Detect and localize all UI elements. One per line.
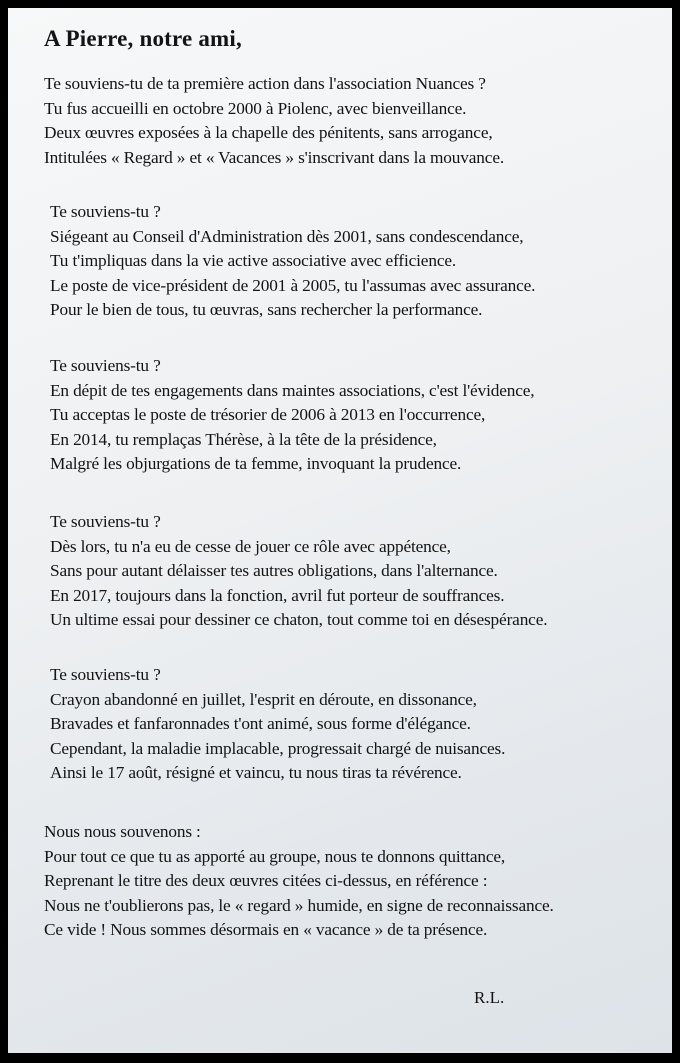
stanza-2: [50, 200, 535, 323]
poem-line: Nous ne t'oublierons pas, le « regard » humide, en signe de reconnaissance.: [44, 895, 554, 915]
poem-line: Cependant, la maladie implacable, progressait chargé de nuisances.: [50, 738, 506, 758]
stanza-heading: Te souviens-tu ?: [50, 665, 161, 684]
stanza-heading: Te souviens-tu ?: [50, 512, 161, 531]
poem-page: [8, 8, 672, 1053]
poem-line: Tu t'impliquas dans la vie active associative avec efficience.: [50, 251, 457, 271]
poem-line: Ce vide ! Nous sommes désormais en « vacance » de ta présence.: [44, 920, 488, 940]
poem-line: Ainsi le 17 août, résigné et vaincu, tu nous tiras ta révérence.: [50, 763, 462, 783]
poem-line: Un ultime essai pour dessiner ce chaton, tout comme toi en désespérance.: [50, 610, 548, 630]
poem-line: Tu acceptas le poste de trésorier de 2006 à 2013 en l'occurrence,: [50, 405, 486, 425]
poem-line: Pour tout ce que tu as apporté au groupe, nous te donnons quittance,: [44, 846, 506, 866]
poem-line: Sans pour autant délaisser tes autres obligations, dans l'alternance.: [50, 561, 498, 581]
stanza-heading: Te souviens-tu ?: [50, 202, 161, 221]
poem-line: Intitulées « Regard » et « Vacances » s'inscrivant dans la mouvance.: [44, 147, 505, 167]
poem-line: Reprenant le titre des deux œuvres citées ci-dessus, en référence :: [44, 871, 488, 891]
poem-line: En dépit de tes engagements dans maintes associations, c'est l'évidence,: [50, 380, 535, 400]
poem-line: En 2014, tu remplaças Thérèse, à la tête de la présidence,: [50, 429, 437, 449]
poem-line: Crayon abandonné en juillet, l'esprit en déroute, en dissonance,: [50, 689, 477, 709]
stanza-heading: Nous nous souvenons :: [44, 822, 201, 841]
poem-line: Deux œuvres exposées à la chapelle des pénitents, sans arrogance,: [44, 123, 493, 143]
poem-line: Dès lors, tu n'a eu de cesse de jouer ce rôle avec appétence,: [50, 536, 451, 556]
stanza-1: [44, 72, 504, 170]
poem-line: Malgré les objurgations de ta femme, invoquant la prudence.: [50, 454, 462, 474]
stanza-heading: Te souviens-tu ?: [50, 356, 161, 375]
poem-line: Bravades et fanfaronnades t'ont animé, sous forme d'élégance.: [50, 714, 471, 734]
poem-line: Tu fus accueilli en octobre 2000 à Piolenc, avec bienveillance.: [44, 98, 467, 118]
stanza-3: [50, 354, 534, 477]
stanza-5: [50, 663, 505, 786]
poem-line: En 2017, toujours dans la fonction, avril fut porteur de souffrances.: [50, 585, 505, 605]
signature: R.L.: [474, 988, 505, 1007]
poem-title: A Pierre, notre ami,: [44, 26, 242, 51]
stanza-6: [44, 820, 554, 943]
poem-line: Le poste de vice-président de 2001 à 2005, tu l'assumas avec assurance.: [50, 275, 536, 295]
poem-line: Te souviens-tu de ta première action dans l'association Nuances ?: [44, 74, 486, 93]
poem-line: Siégeant au Conseil d'Administration dès 2001, sans condescendance,: [50, 226, 524, 246]
stanza-4: [50, 510, 547, 633]
poem-line: Pour le bien de tous, tu œuvras, sans rechercher la performance.: [50, 300, 483, 320]
